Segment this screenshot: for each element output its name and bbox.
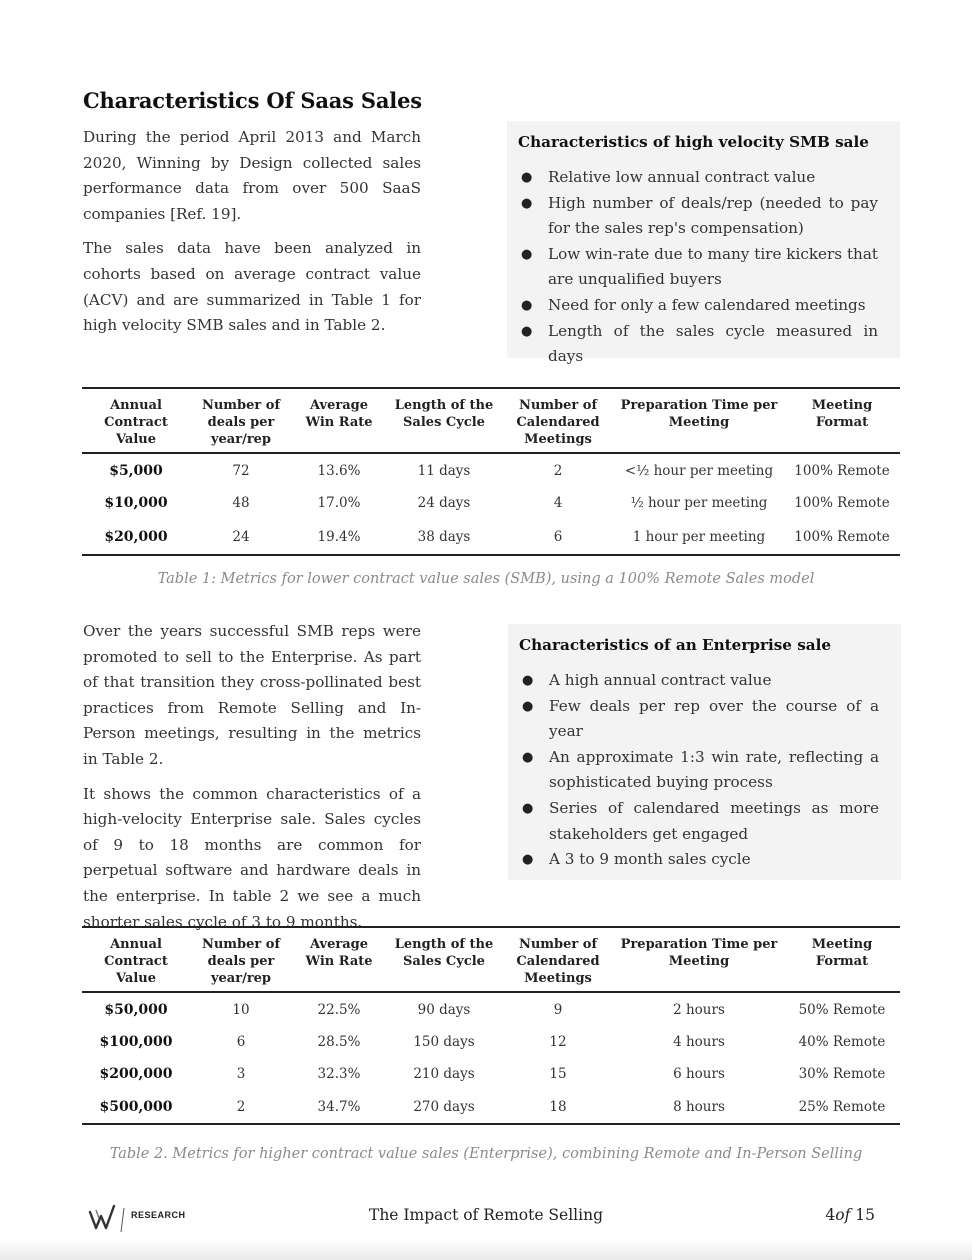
- bullet-icon: ●: [521, 246, 533, 262]
- table-cell: 270 days: [386, 1090, 502, 1124]
- column-header: Average Win Rate: [305, 398, 373, 430]
- bullet-icon: ●: [521, 323, 533, 339]
- page-footer: [0, 1200, 972, 1234]
- column-header: Number of Calendared Meetings: [516, 937, 600, 986]
- column-header: Number of deals per year/rep: [201, 937, 281, 986]
- table-2-enterprise-metrics: [82, 926, 900, 1125]
- smb-characteristics-box: [507, 121, 900, 366]
- smb-box-title: Characteristics of high velocity SMB sale: [518, 133, 869, 151]
- intro-paragraph-2: The sales data have been analyzed in cohorts based on average contract value (ACV) and are summarized in Table 1 for high velocity SMB sales and in Table 2.: [83, 239, 421, 335]
- intro-paragraph-1: During the period April 2013 and March 2020, Winning by Design collected sales performance data from over 500 SaaS companies [Ref. 19].: [83, 128, 421, 223]
- table-row: [82, 453, 900, 487]
- table-cell: 30% Remote: [798, 1066, 886, 1082]
- table-cell: 90 days: [386, 992, 502, 1026]
- table-cell: 10: [190, 992, 292, 1026]
- table-cell: 3: [236, 1066, 246, 1082]
- table-cell: 9: [502, 992, 614, 1026]
- table-cell: $500,000: [82, 1090, 190, 1124]
- intro-text: [83, 125, 421, 339]
- table-cell: 11 days: [386, 453, 502, 487]
- table-cell: 8 hours: [614, 1090, 784, 1124]
- smb-characteristics-list: [518, 165, 878, 370]
- table-cell: 25% Remote: [784, 1090, 900, 1124]
- enterprise-characteristics-list: [519, 668, 879, 873]
- enterprise-paragraph-2: It shows the common characteristics of a high-velocity Enterprise sale. Sales cycles of 9 to 18 months are common for perpetual software and hardware deals in the enterprise. In table 2 we see a much shorter sales cycle of 3 to 9 months.: [83, 784, 421, 931]
- table-cell: 2: [190, 1090, 292, 1124]
- column-header: Number of Calendared Meetings: [516, 398, 600, 447]
- column-header: Meeting Format: [811, 937, 873, 969]
- column-header: Length of the Sales Cycle: [394, 398, 494, 430]
- list-item: ● Length of the sales cycle measured in days: [518, 319, 878, 370]
- page-number: 4of 15: [825, 1206, 875, 1224]
- table-2-caption: Table 2. Metrics for higher contract value sales (Enterprise), combining Remote and In-Person Selling: [109, 1146, 863, 1162]
- list-item: ● Few deals per rep over the course of a year: [519, 694, 879, 745]
- table-cell: 150 days: [413, 1034, 475, 1050]
- table-row: [82, 1026, 900, 1058]
- table-cell: $20,000: [82, 519, 190, 555]
- table-cell: 24 days: [417, 495, 471, 511]
- table-cell: 210 days: [413, 1066, 475, 1082]
- table-cell: 19.4%: [292, 519, 386, 555]
- table-header-row: [82, 927, 900, 992]
- table-row: [82, 519, 900, 555]
- table-cell: $50,000: [82, 992, 190, 1026]
- list-item: ● An approximate 1:3 win rate, reflecting a sophisticated buying process: [519, 745, 879, 796]
- table-cell: 4 hours: [673, 1034, 725, 1050]
- table-cell: 50% Remote: [784, 992, 900, 1026]
- list-item: ● Low win-rate due to many tire kickers that are unqualified buyers: [518, 242, 878, 293]
- table-cell: 2: [502, 453, 614, 487]
- bullet-icon: ●: [522, 749, 534, 765]
- table-cell: 6: [502, 519, 614, 555]
- table-cell: 12: [549, 1034, 567, 1050]
- table-cell: 72: [190, 453, 292, 487]
- table-cell: 100% Remote: [794, 495, 890, 511]
- table-cell: 40% Remote: [798, 1034, 886, 1050]
- list-item: ● High number of deals/rep (needed to pay for the sales rep's compensation): [518, 191, 878, 242]
- footer-document-title: The Impact of Remote Selling: [368, 1206, 603, 1224]
- list-item: ● Need for only a few calendared meetings: [518, 293, 878, 319]
- table-cell: 28.5%: [317, 1034, 361, 1050]
- list-item: ● A 3 to 9 month sales cycle: [519, 847, 879, 873]
- enterprise-text: [83, 619, 421, 935]
- bullet-icon: ●: [521, 170, 533, 185]
- table-row: [82, 992, 900, 1026]
- table-row: [82, 487, 900, 519]
- bullet-icon: ●: [522, 698, 534, 714]
- column-header: Number of deals per year/rep: [201, 398, 281, 447]
- section-heading: Characteristics Of Saas Sales: [83, 88, 422, 113]
- table-cell: ½ hour per meeting: [630, 495, 768, 511]
- table-cell: 2 hours: [614, 992, 784, 1026]
- bullet-icon: ●: [522, 800, 534, 816]
- bullet-icon: ●: [522, 673, 534, 688]
- table-cell: 38 days: [386, 519, 502, 555]
- table-1-caption: Table 1: Metrics for lower contract value sales (SMB), using a 100% Remote Sales model: [157, 571, 815, 587]
- table-1-smb-metrics: [82, 387, 900, 556]
- table-cell: 18: [502, 1090, 614, 1124]
- table-cell: 100% Remote: [784, 519, 900, 555]
- column-header: Length of the Sales Cycle: [394, 937, 494, 969]
- column-header: Preparation Time per Meeting: [620, 398, 778, 430]
- bullet-icon: ●: [521, 297, 533, 313]
- table-header-row: [82, 388, 900, 453]
- bullet-icon: ●: [521, 195, 533, 211]
- logo-research-label: RESEARCH: [131, 1210, 186, 1220]
- table-cell: 32.3%: [317, 1066, 361, 1082]
- list-item: ● Series of calendared meetings as more stakeholders get engaged: [519, 796, 879, 847]
- list-item: ● A high annual contract value: [519, 668, 879, 694]
- table-cell: 6 hours: [673, 1066, 725, 1082]
- table-row: [82, 1090, 900, 1124]
- table-cell: <½ hour per meeting: [614, 453, 784, 487]
- table-row: [82, 1058, 900, 1090]
- column-header: Annual Contract Value: [104, 937, 168, 986]
- table-cell: $10,000: [104, 495, 168, 511]
- bullet-icon: ●: [522, 852, 534, 868]
- table-cell: 13.6%: [292, 453, 386, 487]
- enterprise-paragraph-1: Over the years successful SMB reps were promoted to sell to the Enterprise. As part of that transition they cross-pollinated best practices from Remote Selling and In-Person meetings, resulting in the metrics in Table 2.: [83, 622, 421, 768]
- table-cell: 34.7%: [292, 1090, 386, 1124]
- page-bottom-shadow: [0, 1240, 972, 1260]
- table-cell: 24: [190, 519, 292, 555]
- table-cell: 22.5%: [292, 992, 386, 1026]
- table-cell: 6: [236, 1034, 246, 1050]
- table-cell: $5,000: [82, 453, 190, 487]
- column-header: Meeting Format: [811, 398, 873, 430]
- list-item: ● Relative low annual contract value: [518, 165, 878, 191]
- table-cell: 48: [232, 495, 250, 511]
- table-cell: $100,000: [99, 1034, 173, 1050]
- table-cell: 100% Remote: [784, 453, 900, 487]
- enterprise-box-title: Characteristics of an Enterprise sale: [519, 636, 832, 654]
- column-header: Annual Contract Value: [104, 398, 168, 447]
- table-cell: 17.0%: [317, 495, 361, 511]
- table-cell: 4: [553, 495, 563, 511]
- table-cell: 15: [549, 1066, 567, 1082]
- column-header: Preparation Time per Meeting: [620, 937, 778, 969]
- enterprise-characteristics-box: [508, 624, 901, 880]
- table-cell: 1 hour per meeting: [614, 519, 784, 555]
- table-cell: $200,000: [99, 1066, 173, 1082]
- column-header: Average Win Rate: [305, 937, 373, 969]
